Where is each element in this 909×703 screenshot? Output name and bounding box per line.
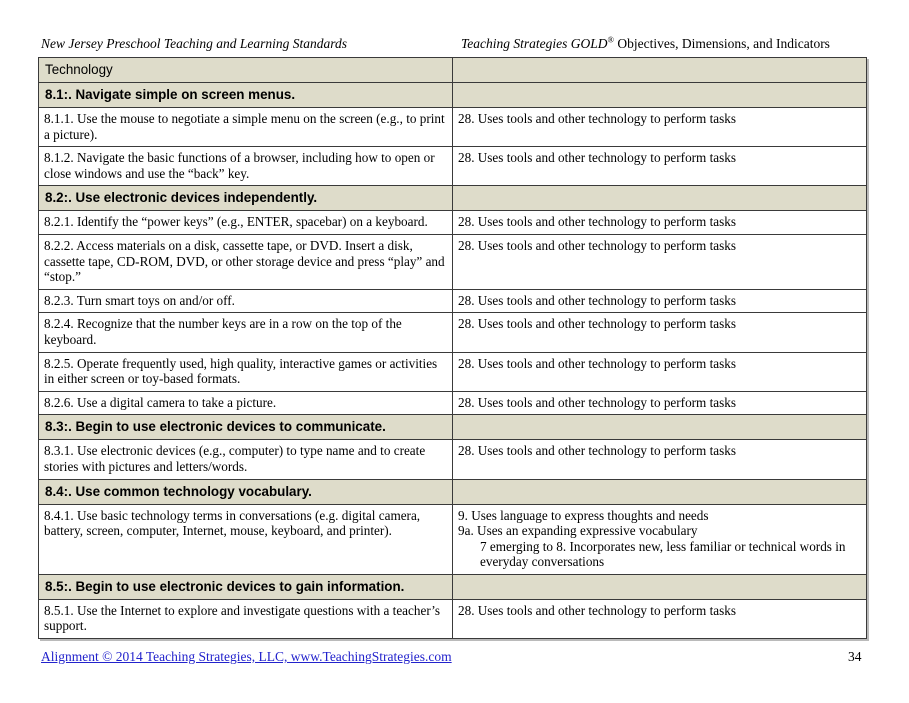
header-right-title-brand: Teaching Strategies GOLD <box>461 36 608 51</box>
objective-cell: 28. Uses tools and other technology to perform tasks <box>453 147 867 186</box>
objective-cell: 28. Uses tools and other technology to perform tasks <box>453 391 867 415</box>
section-header-right-cell <box>453 186 867 211</box>
section-header-row <box>39 415 867 440</box>
section-header-row <box>39 186 867 211</box>
standard-indicator-cell: 8.2.1. Identify the “power keys” (e.g., ENTER, spacebar) on a keyboard. <box>39 211 453 235</box>
section-header-right-cell <box>453 415 867 440</box>
section-header-right-cell <box>453 574 867 599</box>
registered-trademark-icon: ® <box>607 34 614 45</box>
standard-indicator-cell: 8.2.6. Use a digital camera to take a picture. <box>39 391 453 415</box>
standard-indicator-cell: 8.1.1. Use the mouse to negotiate a simple menu on the screen (e.g., to print a picture). <box>39 108 453 147</box>
table-row <box>39 313 867 352</box>
standard-indicator-cell: 8.3.1. Use electronic devices (e.g., computer) to type name and to create stories with pictures and letters/words. <box>39 440 453 479</box>
section-header-label: 8.1:. Navigate simple on screen menus. <box>39 83 453 108</box>
table-row <box>39 147 867 186</box>
section-header-right-cell <box>453 479 867 504</box>
page-number: 34 <box>848 649 862 664</box>
section-header-row <box>39 83 867 108</box>
section-header-label: 8.2:. Use electronic devices independently. <box>39 186 453 211</box>
table-row <box>39 234 867 289</box>
objective-cell: 28. Uses tools and other technology to perform tasks <box>453 440 867 479</box>
section-header-label: 8.3:. Begin to use electronic devices to communicate. <box>39 415 453 440</box>
section-header-right-cell <box>453 83 867 108</box>
objective-line: 9. Uses language to express thoughts and needs <box>458 507 709 523</box>
objective-cell: 28. Uses tools and other technology to perform tasks <box>453 234 867 289</box>
objective-line: 9a. Uses an expanding expressive vocabulary <box>458 523 698 539</box>
standard-indicator-cell: 8.2.4. Recognize that the number keys are in a row on the top of the keyboard. <box>39 313 453 352</box>
document-running-header <box>0 36 909 56</box>
header-right-title-rest: Objectives, Dimensions, and Indicators <box>613 36 830 51</box>
section-header-label: 8.5:. Begin to use electronic devices to gain information. <box>39 574 453 599</box>
objective-cell: 28. Uses tools and other technology to perform tasks <box>453 289 867 313</box>
table-row <box>39 289 867 313</box>
table-title-label: Technology <box>39 58 453 83</box>
table-row <box>39 352 867 391</box>
standard-indicator-cell: 8.2.3. Turn smart toys on and/or off. <box>39 289 453 313</box>
table-title-right-cell <box>453 58 867 83</box>
section-header-label: 8.4:. Use common technology vocabulary. <box>39 479 453 504</box>
table-row <box>39 391 867 415</box>
standards-alignment-table <box>38 57 867 639</box>
standard-indicator-cell: 8.2.2. Access materials on a disk, cassette tape, or DVD. Insert a disk, cassette tape, CD-ROM, DVD, or other storage device and press “play” and “stop.” <box>39 234 453 289</box>
objective-cell: 28. Uses tools and other technology to perform tasks <box>453 211 867 235</box>
table-row <box>39 440 867 479</box>
table-row <box>39 599 867 638</box>
section-header-row <box>39 574 867 599</box>
objective-cell: 28. Uses tools and other technology to perform tasks <box>453 313 867 352</box>
objective-cell: 28. Uses tools and other technology to perform tasks <box>453 599 867 638</box>
standard-indicator-cell: 8.5.1. Use the Internet to explore and investigate questions with a teacher’s support. <box>39 599 453 638</box>
header-left-title: New Jersey Preschool Teaching and Learning Standards <box>41 36 347 51</box>
document-footer <box>0 648 909 670</box>
table-title-row <box>39 58 867 83</box>
header-right-title <box>461 36 830 52</box>
objective-cell: 28. Uses tools and other technology to perform tasks <box>453 108 867 147</box>
standard-indicator-cell: 8.1.2. Navigate the basic functions of a browser, including how to open or close windows and use the “back” key. <box>39 147 453 186</box>
table-row <box>39 504 867 574</box>
objective-cell <box>453 504 867 574</box>
standard-indicator-cell: 8.4.1. Use basic technology terms in conversations (e.g. digital camera, battery, screen, computer, Internet, mouse, keyboard, and printer). <box>39 504 453 574</box>
table-row <box>39 108 867 147</box>
objective-cell: 28. Uses tools and other technology to perform tasks <box>453 352 867 391</box>
objective-line: 7 emerging to 8. Incorporates new, less familiar or technical words in everyday conversations <box>480 538 846 570</box>
section-header-row <box>39 479 867 504</box>
standard-indicator-cell: 8.2.5. Operate frequently used, high quality, interactive games or activities in either screen or toy-based formats. <box>39 352 453 391</box>
footer-copyright-link[interactable]: Alignment © 2014 Teaching Strategies, LLC, www.TeachingStrategies.com <box>41 649 452 664</box>
table-row <box>39 211 867 235</box>
table-body <box>39 58 867 639</box>
